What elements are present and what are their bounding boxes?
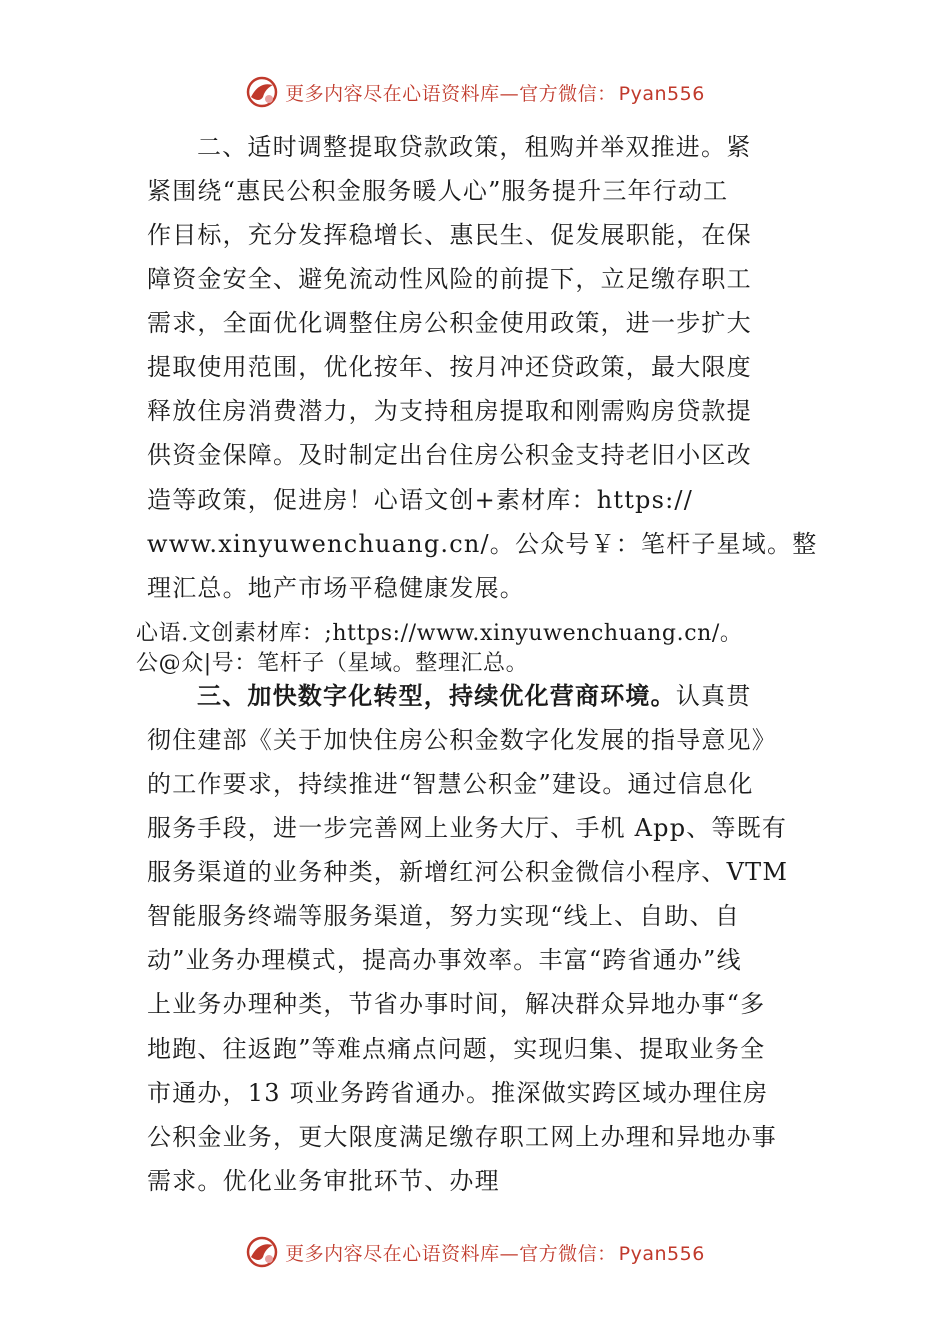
paragraph-line: 理汇总。地产市场平稳健康发展。 (147, 574, 525, 602)
heading-line-rest: 认真贯 (675, 682, 752, 710)
paragraph-line: 作目标，充分发挥稳增长、惠民生、促发展职能，在保 (147, 221, 752, 249)
paragraph-line: 释放住房消费潜力，为支持租房提取和刚需购房贷款提 (147, 397, 752, 425)
inline-watermark-line: 心语.文创素材库：;https://www.xinyuwenchuang.cn/。 (136, 621, 743, 646)
watermark-handle: Pyan556 (618, 82, 705, 105)
paragraph-line: 服务手段，进一步完善网上业务大厅、手机 App、等既有 (147, 814, 788, 842)
paragraph-line: 提取使用范围，优化按年、按月冲还贷政策，最大限度 (147, 353, 752, 381)
paragraph-line: 障资金安全、避免流动性风险的前提下，立足缴存职工 (147, 265, 752, 293)
paragraph-line: 供资金保障。及时制定出台住房公积金支持老旧小区改 (147, 441, 752, 469)
paragraph-line: 公积金业务，更大限度满足缴存职工网上办理和异地办事 (147, 1123, 777, 1151)
footer-watermark (0, 1232, 950, 1272)
paragraph-line: 智能服务终端等服务渠道，努力实现“线上、自助、自 (147, 902, 741, 930)
section-heading-line (197, 680, 751, 712)
seal-logo-icon (245, 1235, 279, 1269)
watermark-text: 更多内容尽在心语资料库—官方微信： Pyan556 (285, 82, 705, 105)
paragraph-line: 需求。优化业务审批环节、办理 (147, 1167, 500, 1195)
paragraph-line: 彻住建部《关于加快住房公积金数字化发展的指导意见》 (147, 726, 777, 754)
seal-logo-icon (245, 75, 279, 109)
paragraph-line: 造等政策，促进房！心语文创+素材库：https:// (147, 486, 693, 514)
paragraph-line: 上业务办理种类，节省办事时间，解决群众异地办事“多 (147, 990, 766, 1018)
paragraph-line: www.xinyuwenchuang.cn/。公众号￥：笔杆子星域。整 (147, 530, 818, 558)
header-watermark (0, 72, 950, 112)
paragraph-line: 紧围绕“惠民公积金服务暖人心”服务提升三年行动工 (147, 177, 729, 205)
paragraph-line: 动”业务办理模式，提高办事效率。丰富“跨省通办”线 (147, 946, 742, 974)
paragraph-line: 的工作要求，持续推进“智慧公积金”建设。通过信息化 (147, 770, 754, 798)
paragraph-line: 二、适时调整提取贷款政策，租购并举双推进。紧 (197, 133, 752, 161)
paragraph-line: 地跑、往返跑”等难点痛点问题，实现归集、提取业务全 (147, 1035, 766, 1063)
watermark-text: 更多内容尽在心语资料库—官方微信： Pyan556 (285, 1242, 705, 1265)
paragraph-line: 需求，全面优化调整住房公积金使用政策，进一步扩大 (147, 309, 752, 337)
paragraph-line: 市通办，13 项业务跨省通办。推深做实跨区域办理住房 (147, 1079, 769, 1107)
section-heading: 三、加快数字化转型，持续优化营商环境。 (197, 682, 676, 710)
paragraph-line: 服务渠道的业务种类，新增红河公积金微信小程序、VTM (147, 858, 789, 886)
watermark-handle: Pyan556 (618, 1242, 705, 1265)
inline-watermark-line: 公@众|号：笔杆子（星域。整理汇总。 (136, 651, 529, 676)
